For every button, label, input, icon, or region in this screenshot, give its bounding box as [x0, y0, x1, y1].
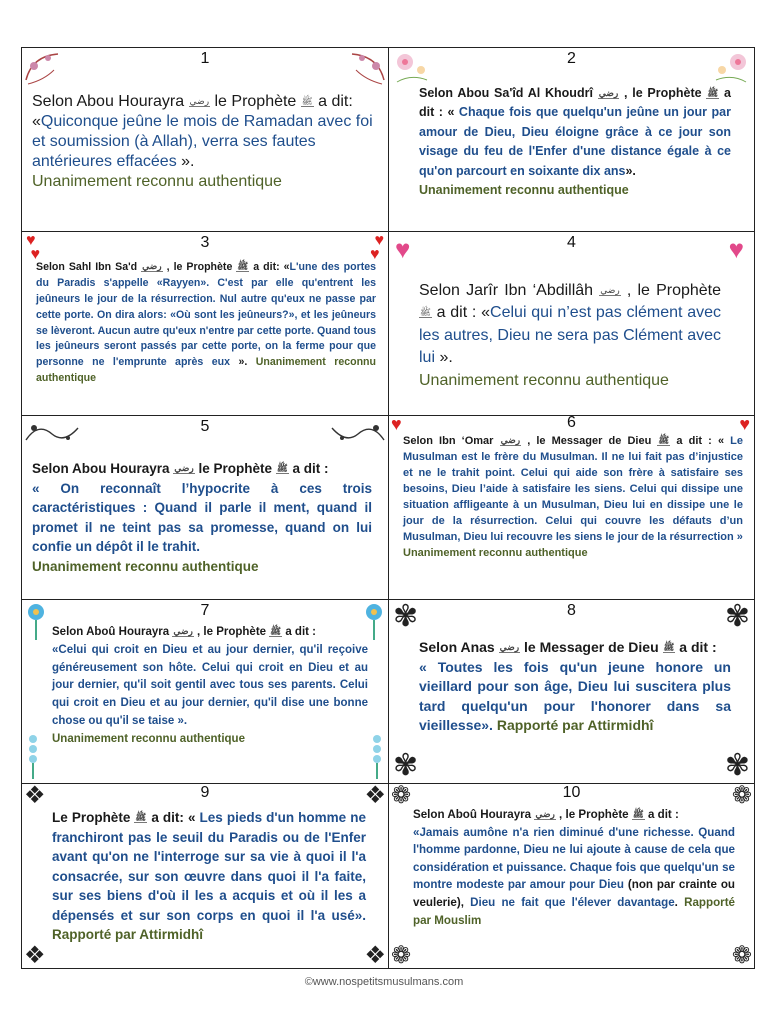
narrator-intro: Selon Abou Hourayra	[32, 93, 189, 110]
said-label: a dit :	[282, 626, 317, 638]
blessing-calligraphy-icon: ﷺ	[632, 808, 644, 819]
black-flower-icon: ✾	[724, 749, 750, 782]
prophet-label: , le Prophète	[555, 808, 632, 821]
black-flower-icon: ✾	[393, 749, 419, 782]
authenticity-source: Unanimement reconnu authentique	[52, 732, 245, 745]
hadith-card-7	[21, 599, 389, 784]
authenticity-source: Rapporté par Attirmidhî	[52, 927, 204, 943]
narrator-intro: Selon Anas	[419, 639, 499, 655]
hadith-text	[32, 459, 372, 576]
card-number: 4	[567, 234, 576, 251]
quote-end: ».	[435, 349, 453, 367]
authenticity-source: Unanimement reconnu authentique	[419, 371, 669, 389]
blessing-calligraphy-icon: ﷺ	[707, 87, 719, 98]
blessing-calligraphy-icon: ﷺ	[420, 307, 431, 318]
mandala-flower-icon: ❁	[731, 783, 752, 809]
hadith-text: Selon Aboû Hourayra رضي , le Prophète ﷺ a dit : «Jamais aumône n'a rien diminué d'une richesse. Quand l'homme pardonne, Dieu ne lui ajoute à cause de cela que considération et puissance. Chaque fois que quelqu'un se montre modeste par amour pour Dieu (non par crainte ou veulerie), Dieu ne fait que l'élever davantage. Rapporté par Mouslim	[413, 808, 736, 927]
narrator-intro: Selon Abou Hourayra	[32, 461, 174, 476]
authenticity-source: Unanimement reconnu authentique	[36, 356, 376, 385]
black-flower-icon: ✾	[724, 600, 750, 633]
messenger-label: le Messager de Dieu	[520, 639, 663, 655]
blessing-calligraphy-icon: رضي	[173, 625, 193, 636]
hadith-quote: «Jamais aumône n'a rien diminué d'une richesse. Quand l'homme pardonne, Dieu ne lui ajoute à cause de cela que considération et puissance. Chaque fois que quelqu'un se montre modeste par amour pour Dieu	[413, 825, 735, 892]
blessing-calligraphy-icon: رضي	[535, 808, 555, 819]
blessing-calligraphy-icon: رضي	[598, 87, 619, 98]
hadith-card-10	[388, 783, 755, 969]
blessing-calligraphy-icon: رضي	[499, 642, 520, 653]
card-number: 7	[200, 602, 210, 619]
messenger-label: , le Messager de Dieu	[521, 435, 658, 447]
ornate-corner-icon: ❖	[364, 783, 386, 809]
narrator-intro: Selon Aboû Hourayra	[52, 626, 173, 638]
blessing-calligraphy-icon: ﷺ	[237, 261, 249, 272]
said-label: a dit :	[644, 808, 679, 821]
hadith-card-4	[388, 231, 755, 416]
hadith-text	[419, 280, 721, 392]
blessing-calligraphy-icon: ﷺ	[658, 435, 670, 446]
hadith-quote: «Celui qui croit en Dieu et au jour dernier, qu'il reçoive généreusement son hôte. Celui qui croit en Dieu et au jour dernier, qu'il soit gentil avec tous ses parents. Celui qui croit en Dieu et au jour dernier, qu'il dise une bonne chose ou qu'il se taise ».	[52, 643, 368, 728]
card-number: 10	[562, 784, 581, 801]
hadith-card-3	[21, 231, 389, 416]
authenticity-source: Unanimement reconnu authentique	[419, 182, 629, 197]
card-number: 6	[567, 415, 576, 431]
mandala-flower-icon: ❁	[391, 942, 412, 969]
hadith-quote: Les pieds d'un homme ne franchiront pas le seuil du Paradis ou de l'Enfer avant qu'on ne l'interroge sur sa vie à quoi il l'a consacrée, sur son œuvre dans quoi il l'a faite, sur ses biens d'où il les a acquis et où il les a dépensés et sur son corps en quoi il l'a usé».	[52, 810, 366, 923]
mandala-flower-icon: ❁	[391, 783, 412, 809]
said-label: a dit :	[288, 461, 329, 476]
prophet-label: , le Prophète	[193, 626, 270, 638]
ornate-corner-icon: ❖	[364, 942, 386, 969]
hadith-quote: Celui qui n’est pas clément avec les autres, Dieu ne sera pas Clément avec lui	[419, 304, 722, 367]
hadith-quote: « On reconnaît l’hypocrite à ces trois caractéristiques : Quand il parle il ment, quand il promet il ne teint pas sa promesse, quand on lui confie un dépôt il le trahit.	[32, 480, 372, 555]
blessing-calligraphy-icon: ﷺ	[276, 463, 288, 474]
quote-end: ».	[625, 163, 636, 178]
narrator-intro: Selon Ibn ‘Omar	[403, 435, 500, 447]
parenthetical-note: (non par crainte ou veulerie),	[413, 878, 736, 910]
blessing-calligraphy-icon: ﷺ	[301, 95, 313, 106]
pink-heart-icon: ♥	[395, 234, 411, 264]
card-number: 8	[567, 602, 576, 619]
mandala-flower-icon: ❁	[731, 942, 752, 969]
hadith-card-8	[388, 599, 755, 784]
authenticity-source: Unanimement reconnu authentique	[32, 173, 282, 190]
prophet-label: , le Prophète	[620, 282, 722, 299]
card-number: 1	[200, 50, 210, 67]
copyright-footer: ©www.nospetitsmusulmans.com	[304, 976, 464, 988]
card-number: 2	[567, 50, 576, 67]
blessing-calligraphy-icon: رضي	[500, 435, 521, 446]
authenticity-source: Unanimement reconnu authentique	[32, 558, 259, 574]
said-label: a dit: «	[249, 261, 290, 273]
blessing-calligraphy-icon: ﷺ	[135, 812, 147, 823]
hadith-card-1	[21, 47, 389, 232]
blessing-calligraphy-icon: رضي	[142, 261, 162, 272]
hadith-card-9	[21, 783, 389, 969]
card-number: 9	[200, 784, 210, 801]
hadith-quote: Chaque fois que quelqu'un jeûne un jour par amour de Dieu, Dieu éloigne grâce à ce jour son visage du feu de l'Enfer d'une distance égale à ce qu'on parcourt en soixante dix ans	[419, 105, 731, 178]
authenticity-source: Rapporté par Mouslim	[413, 896, 735, 927]
hadith-card-5	[21, 415, 389, 600]
hadith-quote: Quiconque jeûne le mois de Ramadan avec foi et soumission (à Allah), verra ses fautes antérieures effacées	[32, 113, 373, 170]
blessing-calligraphy-icon: رضي	[189, 95, 210, 106]
hadith-card-2	[388, 47, 755, 232]
hadith-text	[419, 638, 731, 736]
prophet-label: le Prophète	[210, 93, 301, 110]
quote-end: ».	[176, 153, 195, 170]
blessing-calligraphy-icon: رضي	[600, 284, 620, 295]
heart-vine-icon: ♥ ♥	[26, 232, 40, 264]
card-number: 5	[200, 418, 210, 435]
blessing-calligraphy-icon: رضي	[174, 463, 194, 474]
prophet-label: , le Prophète	[162, 261, 237, 273]
black-flower-icon: ✾	[393, 600, 419, 633]
prophet-label: , le Prophète	[619, 86, 707, 100]
blue-flower-stem-icon	[370, 733, 384, 779]
hadith-text	[36, 260, 376, 387]
said-label: a dit: «	[147, 810, 200, 825]
narrator-intro: Selon Abou Sa'îd Al Khoudrî	[419, 86, 598, 100]
ornate-corner-icon: ❖	[24, 942, 46, 969]
said-label: a dit: «	[32, 93, 353, 130]
card-number: 3	[200, 234, 210, 251]
said-label: a dit :	[675, 639, 717, 655]
narrator-intro: Selon Jarîr Ibn ‘Abdillâh	[419, 282, 600, 299]
blue-flower-stem-icon	[26, 733, 40, 779]
hadith-quote-continued: Dieu ne fait que l'élever davantage	[470, 896, 675, 910]
authenticity-source: Rapporté par Attirmidhî	[496, 717, 654, 734]
hadith-text	[52, 624, 368, 749]
blessing-calligraphy-icon: ﷺ	[270, 625, 282, 636]
hadith-text	[52, 808, 366, 945]
prophet-label: le Prophète	[194, 461, 276, 476]
narrator-intro: Selon Sahl Ibn Sa'd	[36, 261, 142, 273]
blessing-calligraphy-icon: ﷺ	[663, 642, 675, 653]
hadith-text	[403, 434, 743, 562]
hadith-quote: Le Musulman est le frère du Musulman. Il ne lui fait pas d’injustice et ne le trahit point. Celui qui aide son frère à satisfaire ses besoins, Dieu l’aide à satisfaire les siens. Celui qui dissipe une situation affligeante à un Musulman, Dieu lui en dissipe une le jour de la résurrection. Celui qui couvre les défauts d’un Musulman, Dieu lui recouvre les siens le jour de la résurrection »	[403, 435, 744, 543]
hadith-text	[419, 84, 731, 200]
hadith-quote: L'une des portes du Paradis s'appelle «Rayyen». C'est par elle qu'entrent les jeûneurs le jour de la résurrection. Nul autre qu'eux ne passe par cette porte. On dira alors: «Où sont les jeûneurs?», et les jeûneurs se lèveront. Aucun autre qu'eux n'entre par cette porte. Quand tous les jeûneurs seront passés par cette porte, on la ferme pour que personne ne l'emprunte après eux	[36, 261, 377, 369]
hadith-card-6	[388, 415, 755, 600]
red-heart-icon: ♥	[739, 415, 750, 434]
hadith-quote: « Toutes les fois qu'un jeune honore un vieillard pour son âge, Dieu lui suscitera plus tard quelqu'un pour l'honorer dans sa vieillesse».	[419, 658, 731, 734]
hadith-text	[32, 92, 384, 192]
red-heart-icon: ♥	[391, 415, 402, 434]
quote-end: ».	[230, 356, 256, 369]
pink-heart-icon: ♥	[728, 234, 744, 264]
said-label: a dit : «	[431, 304, 491, 322]
heart-vine-icon: ♥ ♥	[370, 232, 384, 264]
authenticity-source: Unanimement reconnu authentique	[403, 546, 588, 559]
narrator-intro: Selon Aboû Hourayra	[413, 808, 535, 821]
said-label: a dit : «	[670, 435, 731, 447]
ornate-corner-icon: ❖	[24, 783, 46, 809]
said-label: a dit : «	[419, 86, 731, 120]
narrator-intro: Le Prophète	[52, 810, 135, 825]
